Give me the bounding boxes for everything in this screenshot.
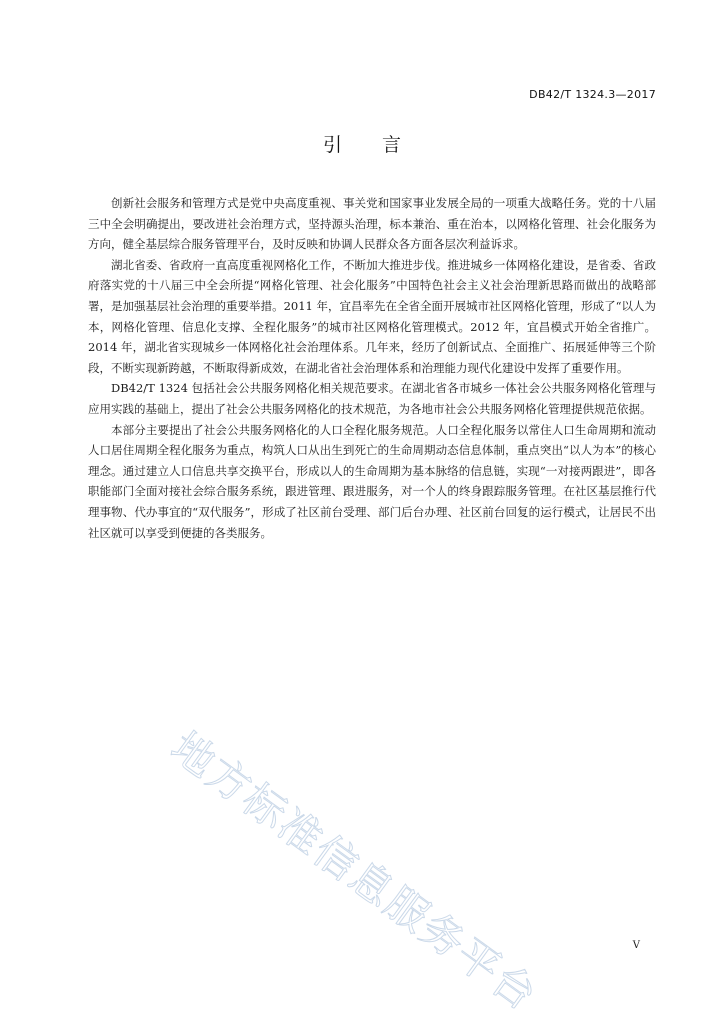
watermark-text: 地方标准信息服务平台	[162, 722, 547, 1021]
paragraph-3: DB42/T 1324 包括社会公共服务网格化相关规范要求。在湖北省各市城乡一体社会公共服务网格化管理与应用实践的基础上，提出了社会公共服务网格化的技术规范，为各地市社会公共服务网格化管理提供规范依据。	[88, 381, 656, 416]
section-title: 引言	[322, 134, 441, 156]
paragraph-4: 本部分主要提出了社会公共服务网格化的人口全程化服务规范。人口全程化服务以常住人口生命周期和流动人口居住周期全程化服务为重点，构筑人口从出生到死亡的生命周期动态信息体制，重点突出“以人为本”的核心理念。通过建立人口信息共享交换平台，形成以人的生命周期为基本脉络的信息链，实现“一对接两跟进”，即各职能部门全面对接社会综合服务系统，跟进管理、跟进服务，对一个人的终身跟踪服务管理。在社区基层推行代理事物、代办事宜的“双代服务”，形成了社区前台受理、部门后台办理、社区前台回复的运行模式，让居民不出社区就可以享受到便捷的各类服务。	[88, 422, 656, 540]
paragraph-2: 湖北省委、省政府一直高度重视网格化工作，不断加大推进步伐。推进城乡一体网格化建设，是省委、省政府落实党的十八届三中全会所提“网格化管理、社会化服务”中国特色社会主义社会治理新思路而做出的战略部署，是加强基层社会治理的重要举措。2011 年，宜昌率先在全省全面开展城市社区网格化管理，形成了“以人为本，网格化管理、信息化支撑、全程化服务”的城市社区网格化管理模式。2012 年，宜昌模式开始全省推广。2014 年，湖北省实现城乡一体网格化社会治理体系。几年来，经历了创新试点、全面推广、拓展延伸等三个阶段，不断实现新跨越，不断取得新成效，在湖北省社会治理体系和治理能力现代化建设中发挥了重要作用。	[88, 257, 656, 375]
document-body	[88, 193, 656, 543]
paragraph-1: 创新社会服务和管理方式是党中央高度重视、事关党和国家事业发展全局的一项重大战略任务。党的十八届三中全会明确提出，要改进社会治理方式，坚持源头治理，标本兼治、重在治本，以网格化管理、社会化服务为方向，健全基层综合服务管理平台，及时反映和协调人民群众各方面各层次利益诉求。	[88, 196, 656, 252]
page-number: V	[632, 940, 640, 951]
document-code: DB42/T 1324.3—2017	[529, 88, 656, 101]
